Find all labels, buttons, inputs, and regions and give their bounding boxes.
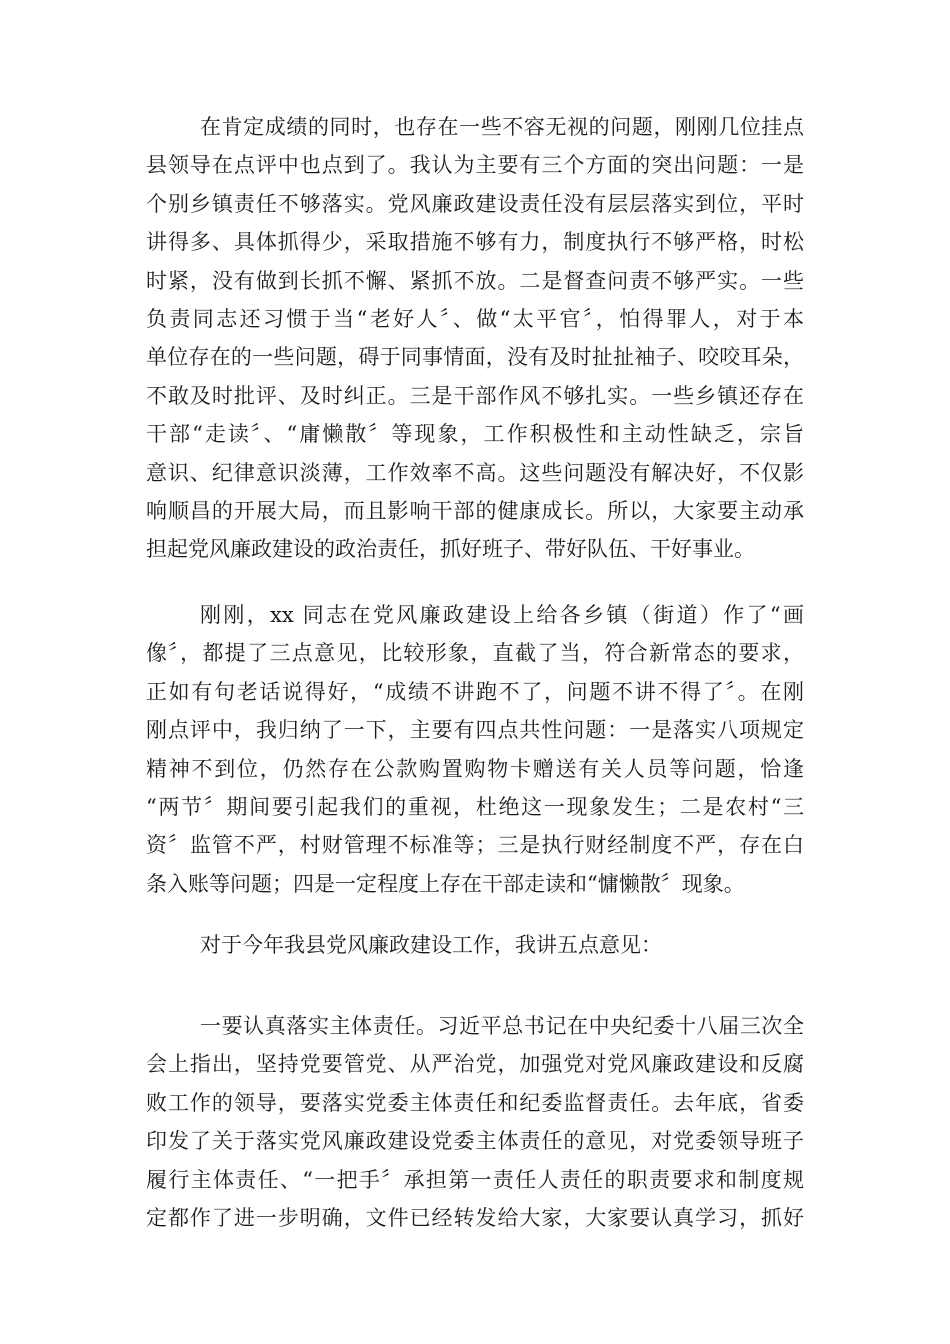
paragraph-line: 刚点评中，我归纳了一下，主要有四点共性问题：一是落实八项规定 <box>146 718 804 743</box>
paragraph-line: 干部“走读〞、“庸懒散〞等现象，工作积极性和主动性缺乏，宗旨 <box>146 422 804 447</box>
paragraph-line: 在肯定成绩的同时，也存在一些不容无视的问题，刚刚几位挂点 <box>200 115 804 139</box>
paragraph-line: 响顺昌的开展大局，而且影响干部的健康成长。所以，大家要主动承 <box>146 498 804 523</box>
paragraph-line: 定都作了进一步明确，文件已经转发给大家，大家要认真学习，抓好 <box>146 1205 804 1230</box>
paragraph-line: 讲得多、具体抓得少，采取措施不够有力，制度执行不够严格，时松 <box>146 230 804 255</box>
paragraph-line: 会上指出，坚持党要管党、从严治党，加强党对党风廉政建设和反腐 <box>146 1052 804 1077</box>
paragraph-line: 不敢及时批评、及时纠正。三是干部作风不够扎实。一些乡镇还存在 <box>146 383 804 408</box>
paragraph-line: 败工作的领导，要落实党委主体责任和纪委监督责任。去年底，省委 <box>146 1090 804 1115</box>
paragraph-line: 意识、纪律意识淡薄，工作效率不高。这些问题没有解决好，不仅影 <box>146 460 804 485</box>
paragraph-line: 担起党风廉政建设的政治责任，抓好班子、带好队伍、干好事业。 <box>146 537 755 562</box>
paragraph-line: 资〞监管不严，村财管理不标准等；三是执行财经制度不严，存在白 <box>146 833 804 858</box>
paragraph-problems <box>146 108 804 569</box>
paragraph-review <box>146 596 804 903</box>
paragraph-line: 正如有句老话说得好，“成绩不讲跑不了，问题不讲不得了〞。在刚 <box>146 679 804 704</box>
paragraph-line: 刚刚，xx 同志在党风廉政建设上给各乡镇（街道）作了“画 <box>200 603 804 627</box>
paragraph-line: 单位存在的一些问题，碍于同事情面，没有及时扯扯袖子、咬咬耳朵， <box>146 345 804 370</box>
paragraph-line: 像〞，都提了三点意见，比较形象，直截了当，符合新常态的要求， <box>146 641 804 666</box>
paragraph-line: 一要认真落实主体责任。习近平总书记在中央纪委十八届三次全 <box>200 1014 804 1038</box>
paragraph-line: 时紧，没有做到长抓不懈、紧抓不放。二是督查问责不够严实。一些 <box>146 268 804 293</box>
paragraph-line: 履行主体责任、“一把手〞承担第一责任人责任的职责要求和制度规 <box>146 1167 804 1192</box>
paragraph-line: 县领导在点评中也点到了。我认为主要有三个方面的突出问题：一是 <box>146 153 804 178</box>
paragraph-line: 对于今年我县党风廉政建设工作，我讲五点意见： <box>200 933 662 957</box>
paragraph-responsibility <box>146 1007 804 1237</box>
paragraph-line: 印发了关于落实党风廉政建设党委主体责任的意见，对党委领导班子 <box>146 1129 804 1154</box>
paragraph-line: 精神不到位，仍然存在公款购置购物卡赠送有关人员等问题，恰逢 <box>146 756 804 781</box>
paragraph-line: 负责同志还习惯于当“老好人〞、做“太平官〞，怕得罪人，对于本 <box>146 306 804 331</box>
paragraph-line: 条入账等问题；四是一定程度上存在干部走读和“慵懒散〞现象。 <box>146 871 745 896</box>
paragraph-line: “两节〞期间要引起我们的重视，杜绝这一现象发生；二是农村“三 <box>146 794 804 819</box>
paragraph-intro <box>146 926 804 964</box>
paragraph-line: 个别乡镇责任不够落实。党风廉政建设责任没有层层落实到位，平时 <box>146 191 804 216</box>
